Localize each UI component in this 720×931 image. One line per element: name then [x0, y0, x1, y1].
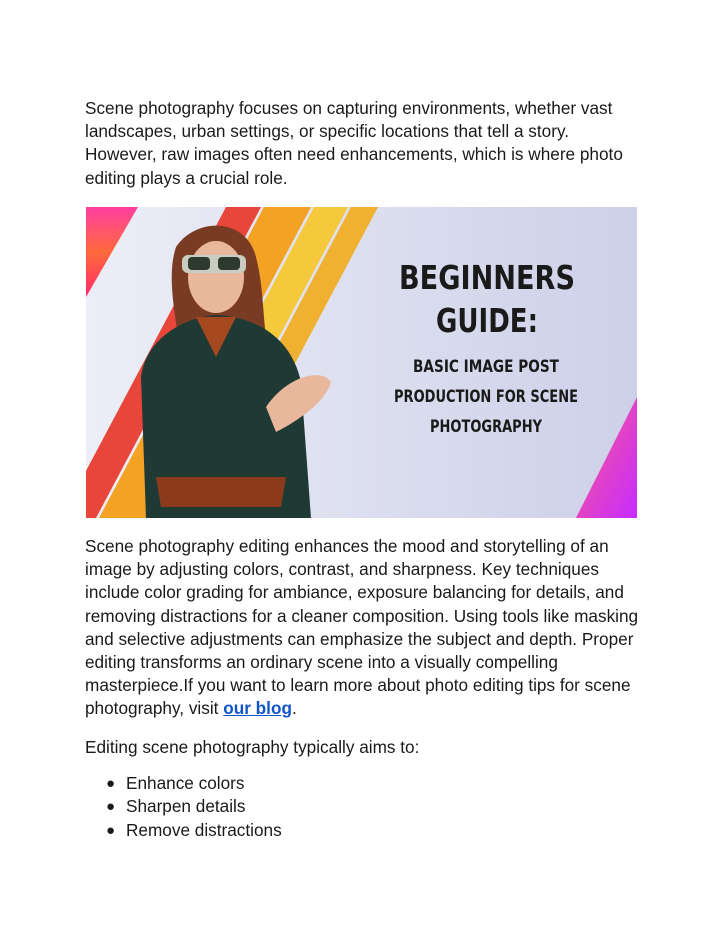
list-item: [85, 772, 282, 795]
aims-intro-paragraph: Editing scene photography typically aims to:: [85, 737, 420, 757]
aims-list: [85, 772, 282, 842]
banner-subtitle-line2: PRODUCTION FOR SCENE: [394, 387, 578, 407]
body-paragraph-text: Scene photography editing enhances the mood and storytelling of an image by adjusting colors, contrast, and sharpness. Key techniques include color grading for ambiance, exposure balancing for details, and removing distractions for a cleaner composition. Using tools like masking and selective adjustments can emphasize the subject and depth. Proper editing transforms an ordinary scene into a visually compelling masterpiece.If you want to learn more about photo editing tips for scene photography, visit: [85, 536, 639, 719]
bullet-icon: ●: [106, 821, 116, 839]
bullet-icon: ●: [106, 798, 116, 816]
list-item-label: Enhance colors: [126, 773, 245, 793]
list-item-label: Sharpen details: [126, 796, 246, 817]
body-paragraph: [85, 535, 645, 721]
banner-subtitle-line1: BASIC IMAGE POST: [413, 357, 560, 377]
intro-paragraph: Scene photography focuses on capturing environments, whether vast landscapes, urban settings, or specific locations that tell a story. However, raw images often need enhancements, which is where photo editing plays a crucial role.: [85, 98, 623, 188]
list-item: [85, 819, 282, 842]
list-item: [85, 795, 282, 818]
bullet-icon: ●: [106, 775, 116, 792]
banner-subtitle-line3: PHOTOGRAPHY: [430, 417, 543, 437]
banner-title-line2: GUIDE:: [436, 301, 538, 340]
beginners-guide-banner-image: [86, 207, 637, 518]
banner-title-line1: BEGINNERS: [399, 258, 575, 297]
list-item-label: Remove distractions: [126, 819, 282, 840]
body-paragraph-end: .: [291, 698, 297, 719]
our-blog-link[interactable]: our blog: [223, 698, 292, 719]
